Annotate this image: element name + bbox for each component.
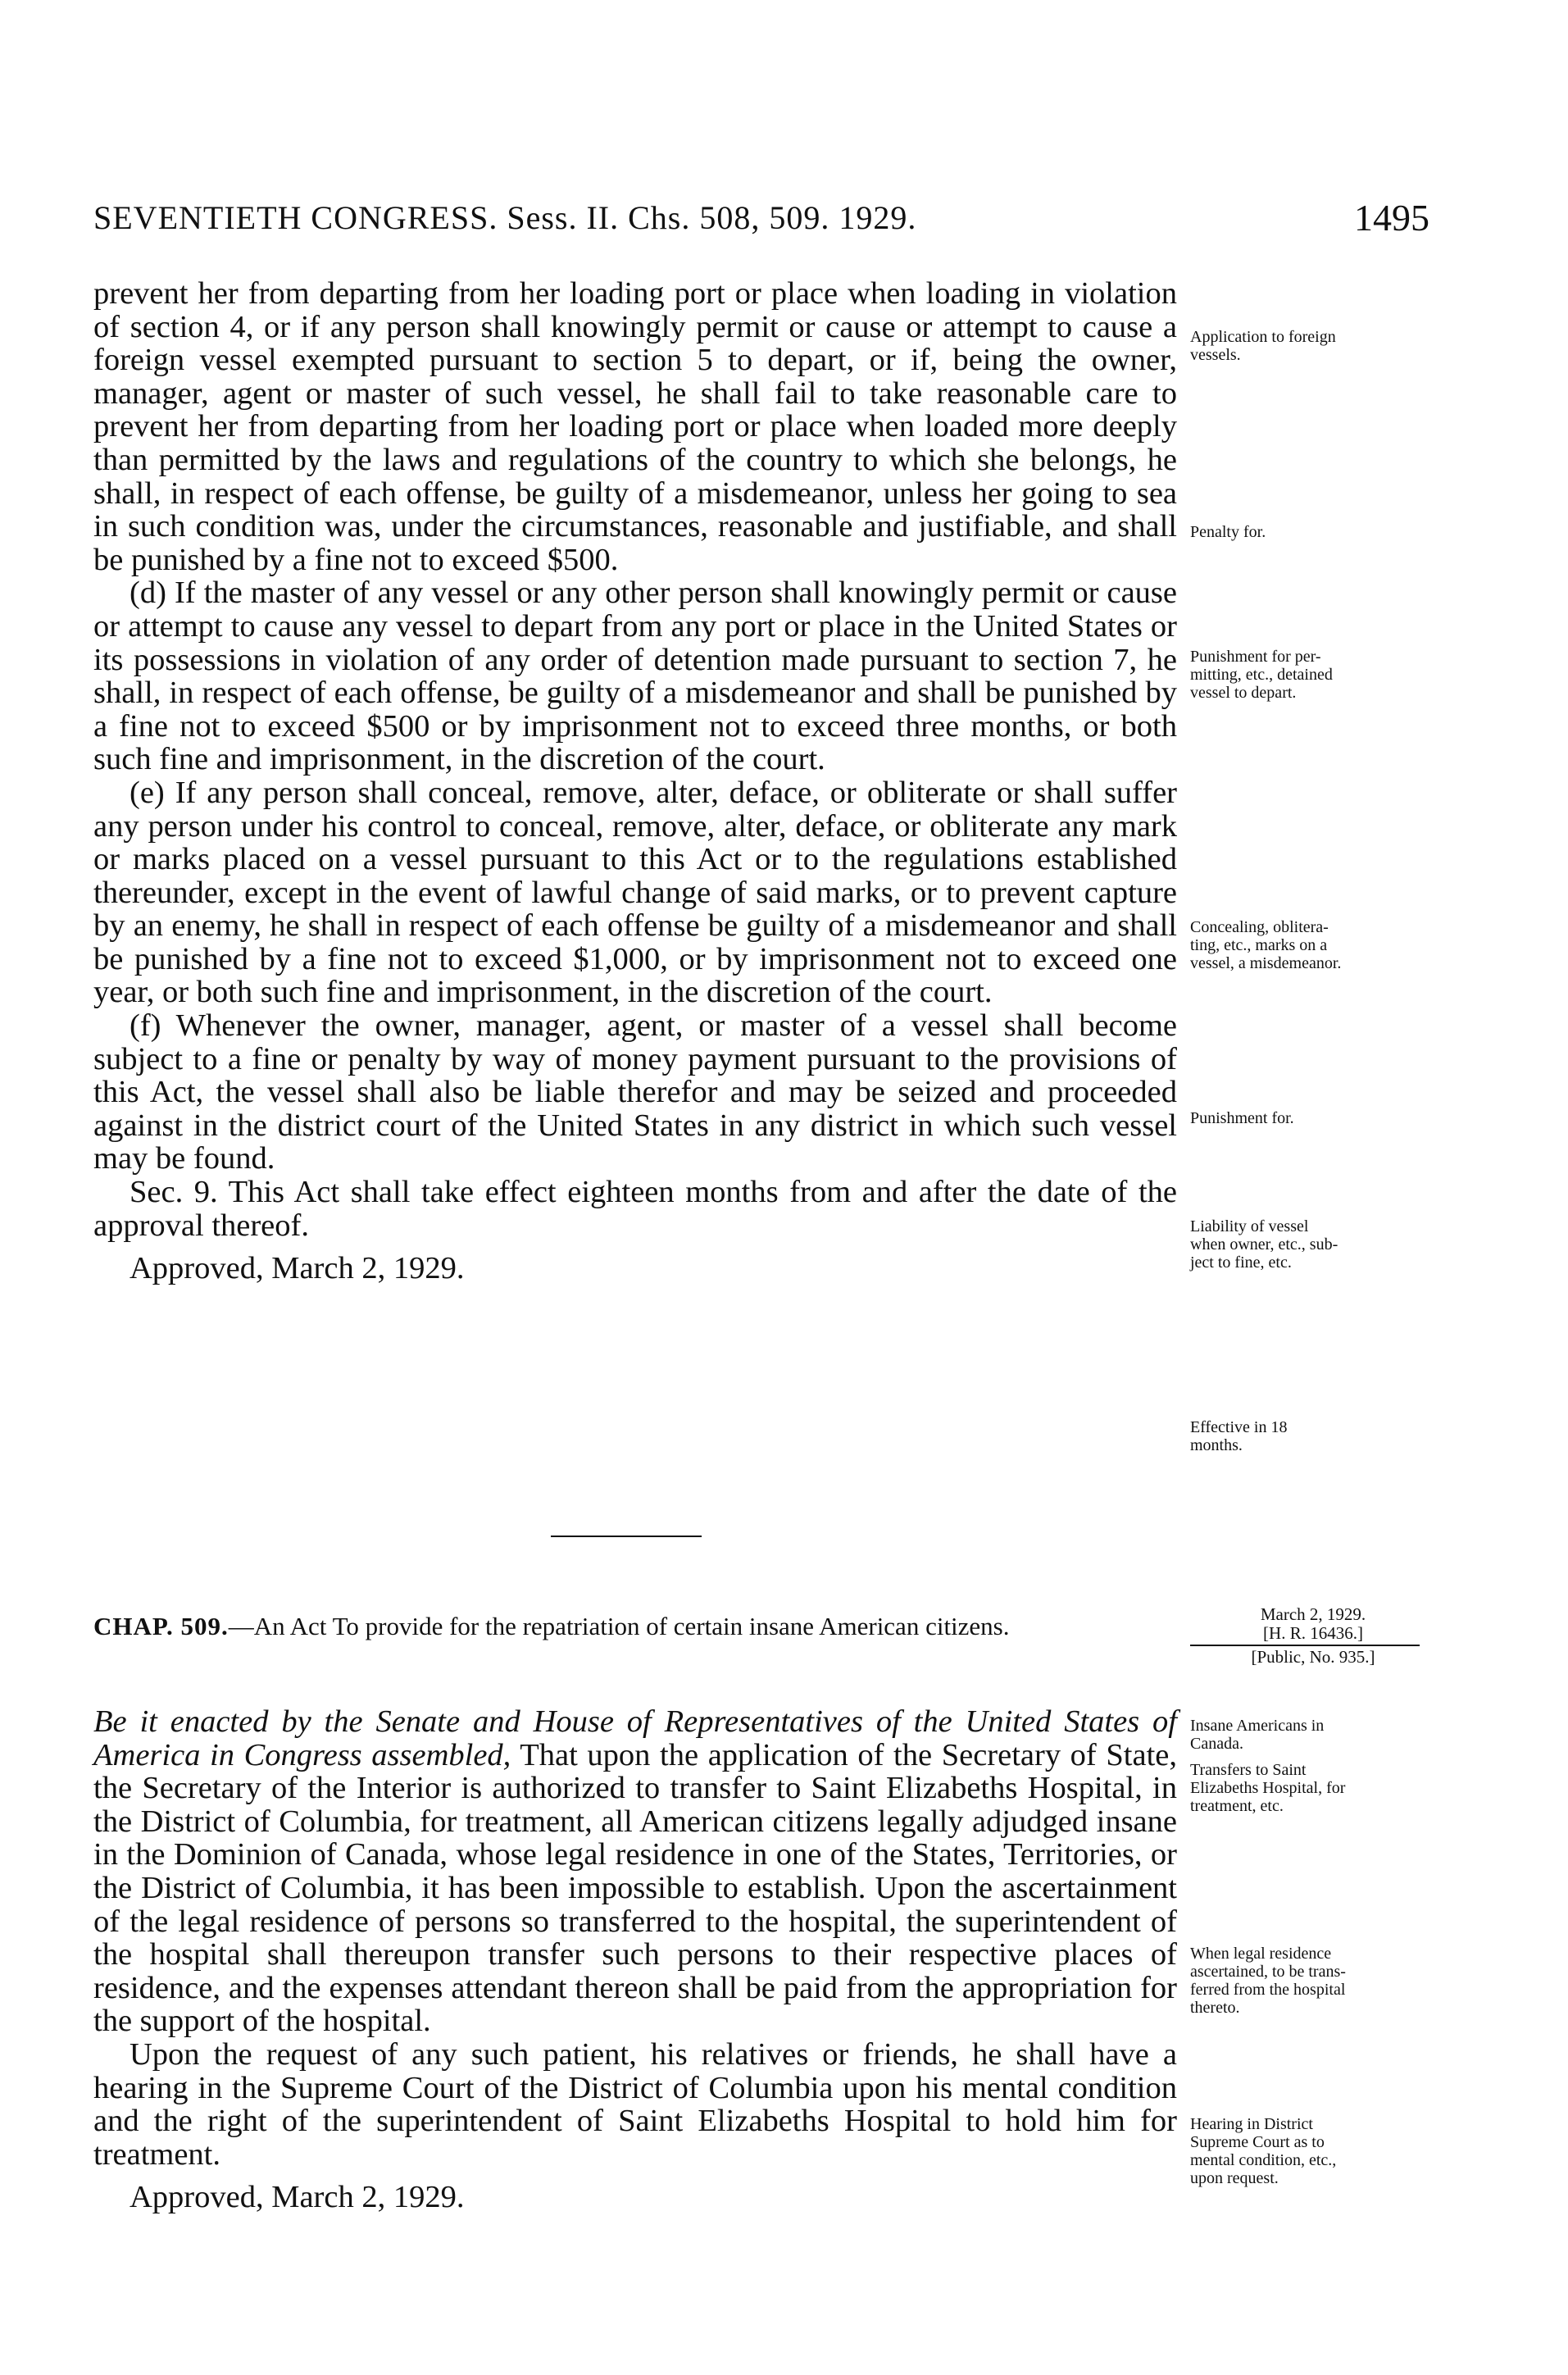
- chapter-509-heading: [93, 1610, 1177, 1643]
- margin-note-transfers: Transfers to Saint Elizabeths Hospital, for treatment, etc.: [1190, 1761, 1346, 1815]
- chapter-509-body: [93, 1705, 1177, 2214]
- approval-line-508: Approved, March 2, 1929.: [130, 1251, 465, 1286]
- section-9: Sec. 9. This Act shall take effect eighteen months from and after the date of the approval thereof.: [93, 1175, 1177, 1243]
- chapter-title: —An Act To provide for the repatriation of certain insane American citizens.: [228, 1612, 1010, 1640]
- bill-number: [H. R. 16436.]: [1263, 1623, 1363, 1643]
- section-divider: [551, 1536, 702, 1537]
- running-header: [93, 193, 1429, 243]
- margin-note-punishment-detained: Punishment for per- mitting, etc., detained vessel to depart.: [1190, 648, 1333, 702]
- margin-note-penalty: Penalty for.: [1190, 523, 1266, 541]
- margin-note-liability: Liability of vessel when owner, etc., sub- ject to fine, etc.: [1190, 1217, 1338, 1272]
- paragraph-continued: prevent her from departing from her loading port or place when loading in violation of section 4, or if any person shall knowingly permit or cause or attempt to cause a foreign vessel exempted pursuant to section 5 to depart, or if, being the owner, manager, agent or master of such vessel, he shall fail to take reasonable care to prevent her from departing from her loading port or place when loaded more deeply than permitted by the laws and regulations of the country to which she belongs, he shall, in respect of each offense, be guilty of a misdemeanor, unless her going to sea in such condition was, under the circumstances, reasonable and justifiable, and shall be punished by a fine not to exceed $500.: [93, 276, 1177, 577]
- chapter-508-continuation: [93, 277, 1177, 1285]
- enacting-clause: Be it enacted by the Senate and House of Representatives of the United States of America in Congress assembled,: [93, 1704, 1177, 1772]
- margin-note-concealing: Concealing, oblitera- ting, etc., marks on a vessel, a misdemeanor.: [1190, 918, 1342, 972]
- margin-note-hearing: Hearing in District Supreme Court as to mental condition, etc., upon request.: [1190, 2115, 1337, 2187]
- margin-note-insane-canada: Insane Americans in Canada.: [1190, 1717, 1325, 1753]
- paragraph-e: (e) If any person shall conceal, remove, alter, deface, or obliterate or shall suffer any person under his control to conceal, remove, alter, deface, or obliterate any mark or marks placed on a vessel pursuant to this Act or to the regulations established thereunder, except in the event of lawful change of said marks, or to prevent capture by an enemy, he shall in respect of each offense be guilty of a misdemeanor and shall be punished by a fine not to exceed $1,000, or by imprisonment not to exceed one year, or both such fine and imprisonment, in the discretion of the court.: [93, 775, 1177, 1010]
- date-block-rule: [1190, 1645, 1420, 1646]
- paragraph-f: (f) Whenever the owner, manager, agent, or master of a vessel shall become subject to a fine or penalty by way of money payment pursuant to the provisions of this Act, the vessel shall also be liable therefor and may be seized and proceeded against in the district court of the United States in any district in which such vessel may be found.: [93, 1008, 1177, 1176]
- page-number: 1495: [1354, 197, 1429, 239]
- margin-note-punishment-for: Punishment for.: [1190, 1109, 1294, 1127]
- section-1-text: That upon the application of the Secretary of State, the Secretary of the Interior is authorized to transfer to Saint Elizabeths Hospital, in the District of Columbia, for treatment, all American citizens legally adjudged insane in the Dominion of Canada, whose legal residence in one of the States, Territories, or the District of Columbia, it has been impossible to establish. Upon the ascertainment of the legal residence of persons so transferred to the hospital, the superintendent of the hospital shall thereupon transfer such persons to their respective places of residence, and the expenses attendant thereon shall be paid from the appropriation for the support of the hospital.: [93, 1737, 1177, 2039]
- public-law-number: [Public, No. 935.]: [1251, 1647, 1375, 1667]
- paragraph-d: (d) If the master of any vessel or any other person shall knowingly permit or cause or attempt to cause any vessel to depart from any port or place in the United States or its possessions in violation of any order of detention made pursuant to section 7, he shall, in respect of each offense, be guilty of a misdemeanor and shall be punished by a fine not to exceed $500 or by imprisonment not to exceed three months, or both such fine and imprisonment, in the discretion of the court.: [93, 576, 1177, 777]
- chapter-number: CHAP. 509.: [93, 1612, 229, 1640]
- enactment-date: March 2, 1929.: [1260, 1604, 1366, 1624]
- enactment-date-block: [1190, 1605, 1436, 1667]
- running-title: SEVENTIETH CONGRESS. Sess. II. Chs. 508, 509. 1929.: [93, 199, 917, 236]
- margin-note-residence: When legal residence ascertained, to be trans- ferred from the hospital thereto.: [1190, 1945, 1346, 2017]
- margin-note-application: Application to foreign vessels.: [1190, 328, 1336, 364]
- enacting-paragraph: [93, 1705, 1177, 2038]
- approval-line-509: Approved, March 2, 1929.: [130, 2180, 465, 2215]
- margin-note-effective: Effective in 18 months.: [1190, 1418, 1288, 1454]
- hearing-paragraph: Upon the request of any such patient, his relatives or friends, he shall have a hearing in the Supreme Court of the District of Columbia upon his mental condition and the right of the superintendent of Saint Elizabeths Hospital to hold him for treatment.: [93, 2036, 1177, 2172]
